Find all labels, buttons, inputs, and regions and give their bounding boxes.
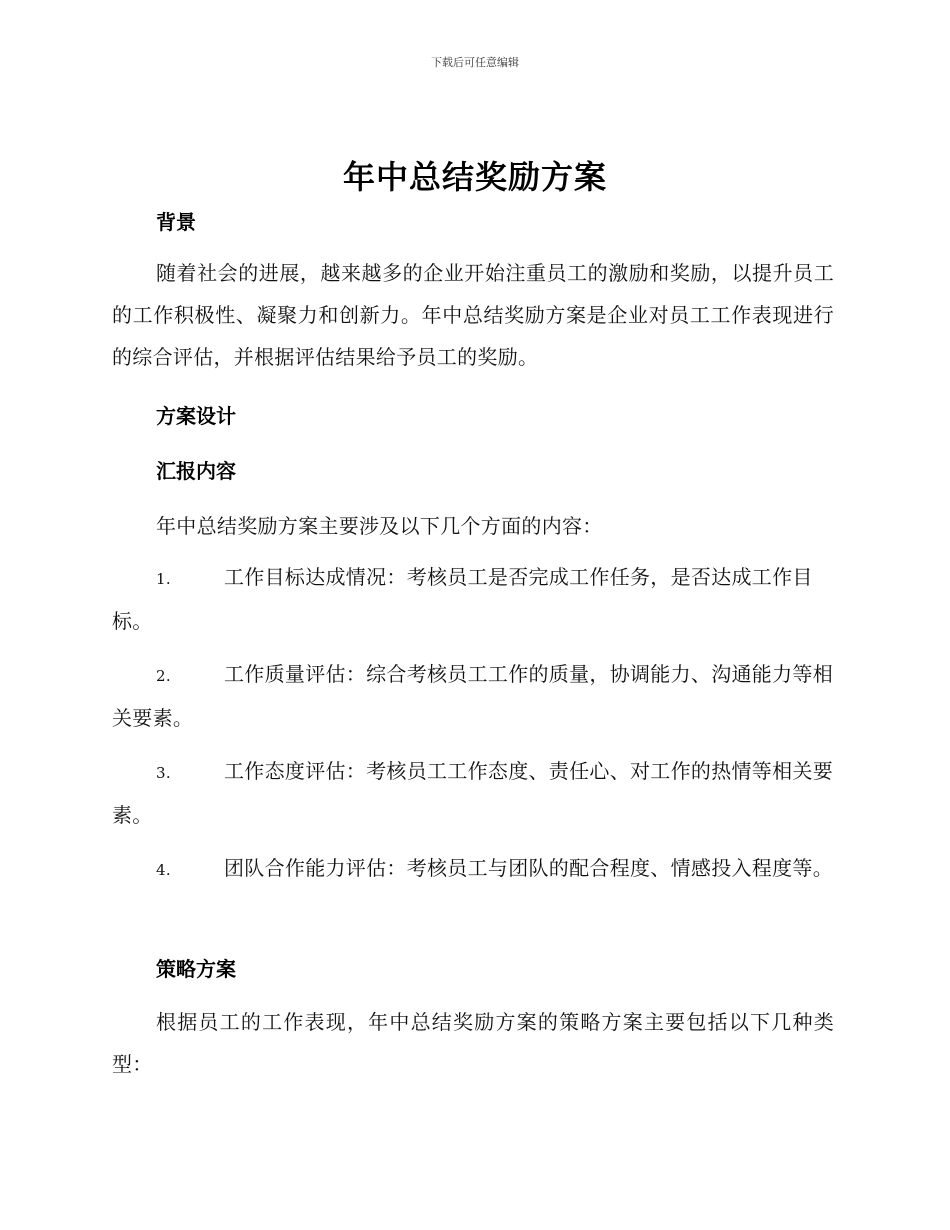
list-item-number: 3. bbox=[156, 764, 171, 782]
list-item bbox=[112, 847, 834, 891]
header-note: 下载后可任意编辑 bbox=[431, 56, 519, 69]
list-item bbox=[112, 556, 834, 642]
strategy-paragraph: 根据员工的工作表现，年中总结奖励方案的策略方案主要包括以下几种类型： bbox=[112, 1010, 834, 1076]
section-heading-strategy: 策略方案 bbox=[156, 957, 236, 981]
list-item-number: 2. bbox=[156, 667, 171, 685]
report-intro-paragraph: 年中总结奖励方案主要涉及以下几个方面的内容： bbox=[156, 514, 603, 538]
section-heading-design: 方案设计 bbox=[156, 404, 236, 428]
list-item-number: 4. bbox=[156, 861, 171, 879]
document-title: 年中总结奖励方案 bbox=[342, 158, 607, 196]
list-item-text: 工作质量评估：综合考核员工工作的质量，协调能力、沟通能力等相关要素。 bbox=[112, 662, 833, 730]
list-item-number: 1. bbox=[156, 570, 171, 588]
list-item-text: 工作目标达成情况：考核员工是否完成工作任务，是否达成工作目标。 bbox=[112, 565, 813, 633]
background-paragraph: 随着社会的进展，越来越多的企业开始注重员工的激励和奖励，以提升员工的工作积极性、凝聚力和创新力。年中总结奖励方案是企业对员工工作表现进行的综合评估，并根据评估结果给予员工的奖励。 bbox=[112, 261, 834, 369]
list-item bbox=[112, 750, 834, 836]
list-item bbox=[112, 653, 834, 739]
list-item-text: 团队合作能力评估：考核员工与团队的配合程度、情感投入程度等。 bbox=[224, 856, 833, 880]
list-item-text: 工作态度评估：考核员工工作态度、责任心、对工作的热情等相关要素。 bbox=[112, 759, 833, 827]
section-heading-report: 汇报内容 bbox=[156, 459, 236, 483]
section-heading-background: 背景 bbox=[156, 210, 196, 234]
